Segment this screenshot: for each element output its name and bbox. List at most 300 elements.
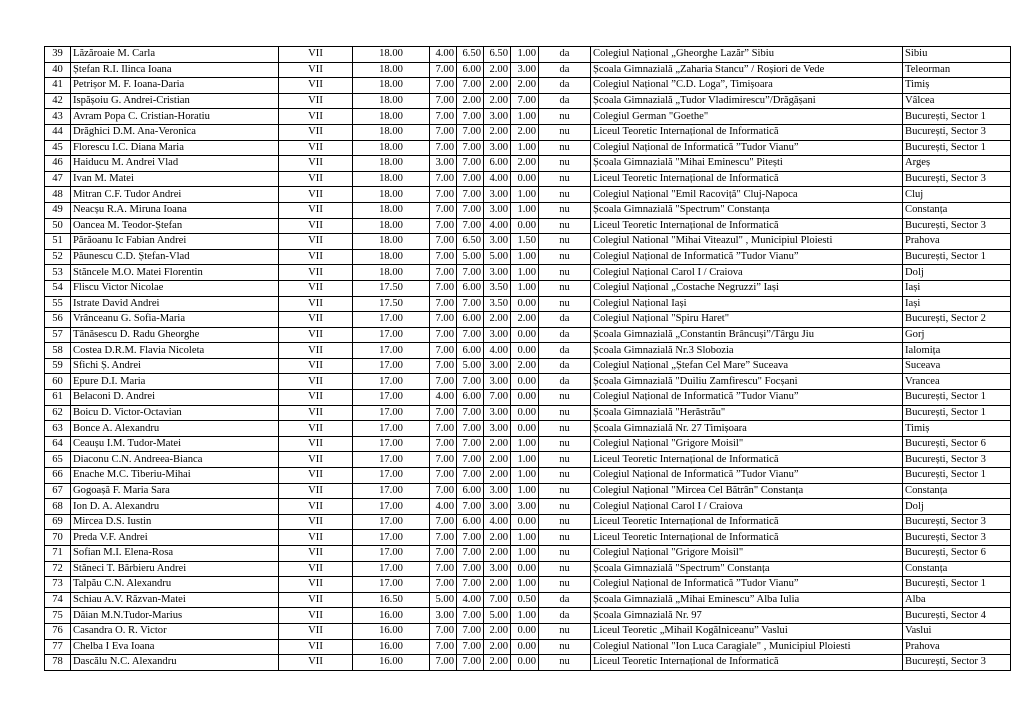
table-row — [45, 327, 1011, 343]
score-problem-2-cell: 6.00 — [457, 280, 484, 296]
county-name-cell: Constanța — [903, 483, 1011, 499]
county-name-cell: Vrancea — [903, 374, 1011, 390]
row-number-cell: 55 — [45, 296, 71, 312]
score-problem-3-cell: 2.00 — [484, 546, 511, 562]
total-score-cell: 16.00 — [353, 608, 430, 624]
row-number-cell: 64 — [45, 436, 71, 452]
score-problem-1-cell: 7.00 — [430, 140, 457, 156]
row-number-cell: 62 — [45, 405, 71, 421]
qualified-flag-cell: nu — [539, 405, 591, 421]
score-problem-4-cell: 0.00 — [511, 514, 539, 530]
score-problem-1-cell: 4.00 — [430, 47, 457, 63]
score-problem-1-cell: 7.00 — [430, 218, 457, 234]
score-problem-1-cell: 5.00 — [430, 592, 457, 608]
qualified-flag-cell: nu — [539, 546, 591, 562]
school-name-cell: Școala Gimnazială Nr. 27 Timișoara — [591, 421, 903, 437]
row-number-cell: 73 — [45, 577, 71, 593]
total-score-cell: 17.00 — [353, 421, 430, 437]
total-score-cell: 18.00 — [353, 93, 430, 109]
score-problem-4-cell: 0.00 — [511, 374, 539, 390]
county-name-cell: București, Sector 2 — [903, 312, 1011, 328]
total-score-cell: 17.00 — [353, 390, 430, 406]
score-problem-3-cell: 3.00 — [484, 483, 511, 499]
qualified-flag-cell: nu — [539, 234, 591, 250]
student-name-cell: Ispășoiu G. Andrei-Cristian — [71, 93, 279, 109]
score-problem-1-cell: 7.00 — [430, 124, 457, 140]
score-problem-4-cell: 1.50 — [511, 234, 539, 250]
score-problem-2-cell: 6.50 — [457, 47, 484, 63]
score-problem-4-cell: 0.50 — [511, 592, 539, 608]
student-name-cell: Vrânceanu G. Sofia-Maria — [71, 312, 279, 328]
table-row — [45, 156, 1011, 172]
class-level-cell: VII — [279, 280, 353, 296]
table-row — [45, 296, 1011, 312]
qualified-flag-cell: nu — [539, 187, 591, 203]
school-name-cell: Școala Gimnazială "Herăstrău" — [591, 405, 903, 421]
score-problem-4-cell: 3.00 — [511, 499, 539, 515]
total-score-cell: 17.00 — [353, 561, 430, 577]
score-problem-1-cell: 7.00 — [430, 327, 457, 343]
table-row — [45, 468, 1011, 484]
table-row — [45, 218, 1011, 234]
table-row — [45, 249, 1011, 265]
score-problem-2-cell: 6.00 — [457, 390, 484, 406]
school-name-cell: Liceul Teoretic Internațional de Informatică — [591, 171, 903, 187]
school-name-cell: Școala Gimnazială Nr.3 Slobozia — [591, 343, 903, 359]
student-name-cell: Gogoașă F. Maria Sara — [71, 483, 279, 499]
row-number-cell: 50 — [45, 218, 71, 234]
row-number-cell: 68 — [45, 499, 71, 515]
class-level-cell: VII — [279, 234, 353, 250]
score-problem-3-cell: 3.00 — [484, 421, 511, 437]
county-name-cell: Sibiu — [903, 47, 1011, 63]
total-score-cell: 17.00 — [353, 577, 430, 593]
qualified-flag-cell: nu — [539, 202, 591, 218]
row-number-cell: 54 — [45, 280, 71, 296]
school-name-cell: Colegiul Național de Informatică ”Tudor Vianu” — [591, 468, 903, 484]
student-name-cell: Neacșu R.A. Miruna Ioana — [71, 202, 279, 218]
score-problem-4-cell: 2.00 — [511, 124, 539, 140]
class-level-cell: VII — [279, 421, 353, 437]
county-name-cell: Argeș — [903, 156, 1011, 172]
row-number-cell: 52 — [45, 249, 71, 265]
score-problem-4-cell: 0.00 — [511, 218, 539, 234]
score-problem-3-cell: 3.00 — [484, 374, 511, 390]
score-problem-3-cell: 3.00 — [484, 327, 511, 343]
row-number-cell: 60 — [45, 374, 71, 390]
student-name-cell: Casandra O. R. Victor — [71, 623, 279, 639]
score-problem-4-cell: 1.00 — [511, 577, 539, 593]
qualified-flag-cell: nu — [539, 499, 591, 515]
school-name-cell: Colegiul Național Carol I / Craiova — [591, 499, 903, 515]
student-name-cell: Ivan M. Matei — [71, 171, 279, 187]
table-row — [45, 109, 1011, 125]
score-problem-4-cell: 0.00 — [511, 327, 539, 343]
school-name-cell: Liceul Teoretic Internațional de Informatică — [591, 124, 903, 140]
school-name-cell: Școala Gimnazială „Constantin Brâncuși”/Târgu Jiu — [591, 327, 903, 343]
total-score-cell: 17.00 — [353, 483, 430, 499]
score-problem-1-cell: 7.00 — [430, 62, 457, 78]
table-row — [45, 452, 1011, 468]
row-number-cell: 66 — [45, 468, 71, 484]
row-number-cell: 61 — [45, 390, 71, 406]
row-number-cell: 70 — [45, 530, 71, 546]
score-problem-3-cell: 3.00 — [484, 499, 511, 515]
student-name-cell: Diaconu C.N. Andreea-Bianca — [71, 452, 279, 468]
class-level-cell: VII — [279, 546, 353, 562]
score-problem-1-cell: 7.00 — [430, 343, 457, 359]
score-problem-1-cell: 7.00 — [430, 187, 457, 203]
score-problem-2-cell: 6.50 — [457, 234, 484, 250]
total-score-cell: 18.00 — [353, 265, 430, 281]
row-number-cell: 47 — [45, 171, 71, 187]
score-problem-2-cell: 7.00 — [457, 218, 484, 234]
qualified-flag-cell: nu — [539, 140, 591, 156]
student-name-cell: Oancea M. Teodor-Ștefan — [71, 218, 279, 234]
score-problem-1-cell: 7.00 — [430, 265, 457, 281]
qualified-flag-cell: nu — [539, 623, 591, 639]
score-problem-3-cell: 2.00 — [484, 78, 511, 94]
score-problem-1-cell: 7.00 — [430, 452, 457, 468]
school-name-cell: Colegiul Național Iași — [591, 296, 903, 312]
student-name-cell: Lăzăroaie M. Carla — [71, 47, 279, 63]
table-row — [45, 312, 1011, 328]
school-name-cell: Colegiul Național de Informatică ”Tudor Vianu” — [591, 390, 903, 406]
score-problem-2-cell: 7.00 — [457, 499, 484, 515]
score-problem-2-cell: 7.00 — [457, 608, 484, 624]
student-name-cell: Sfichi Ș. Andrei — [71, 358, 279, 374]
qualified-flag-cell: nu — [539, 421, 591, 437]
row-number-cell: 65 — [45, 452, 71, 468]
class-level-cell: VII — [279, 530, 353, 546]
score-problem-1-cell: 7.00 — [430, 249, 457, 265]
table-row — [45, 374, 1011, 390]
qualified-flag-cell: nu — [539, 280, 591, 296]
row-number-cell: 41 — [45, 78, 71, 94]
score-problem-3-cell: 3.00 — [484, 234, 511, 250]
total-score-cell: 16.00 — [353, 655, 430, 671]
student-name-cell: Boicu D. Victor-Octavian — [71, 405, 279, 421]
row-number-cell: 78 — [45, 655, 71, 671]
score-problem-2-cell: 7.00 — [457, 623, 484, 639]
class-level-cell: VII — [279, 171, 353, 187]
score-problem-3-cell: 2.00 — [484, 655, 511, 671]
qualified-flag-cell: nu — [539, 483, 591, 499]
score-problem-3-cell: 3.00 — [484, 187, 511, 203]
score-problem-4-cell: 2.00 — [511, 358, 539, 374]
class-level-cell: VII — [279, 623, 353, 639]
score-problem-1-cell: 7.00 — [430, 171, 457, 187]
table-row — [45, 421, 1011, 437]
table-row — [45, 436, 1011, 452]
student-name-cell: Istrate David Andrei — [71, 296, 279, 312]
student-name-cell: Stăneci T. Bărbieru Andrei — [71, 561, 279, 577]
table-row — [45, 561, 1011, 577]
qualified-flag-cell: nu — [539, 265, 591, 281]
student-name-cell: Chelba I Eva Ioana — [71, 639, 279, 655]
score-problem-2-cell: 5.00 — [457, 358, 484, 374]
class-level-cell: VII — [279, 499, 353, 515]
student-name-cell: Enache M.C. Tiberiu-Mihai — [71, 468, 279, 484]
total-score-cell: 18.00 — [353, 62, 430, 78]
score-problem-3-cell: 2.00 — [484, 468, 511, 484]
table-row — [45, 623, 1011, 639]
qualified-flag-cell: nu — [539, 218, 591, 234]
score-problem-2-cell: 6.00 — [457, 62, 484, 78]
class-level-cell: VII — [279, 468, 353, 484]
class-level-cell: VII — [279, 265, 353, 281]
qualified-flag-cell: nu — [539, 452, 591, 468]
row-number-cell: 45 — [45, 140, 71, 156]
county-name-cell: București, Sector 3 — [903, 514, 1011, 530]
class-level-cell: VII — [279, 218, 353, 234]
student-name-cell: Sofian M.I. Elena-Rosa — [71, 546, 279, 562]
class-level-cell: VII — [279, 93, 353, 109]
county-name-cell: București, Sector 1 — [903, 249, 1011, 265]
score-problem-3-cell: 2.00 — [484, 436, 511, 452]
table-row — [45, 608, 1011, 624]
row-number-cell: 48 — [45, 187, 71, 203]
total-score-cell: 17.00 — [353, 327, 430, 343]
student-name-cell: Ștefan R.I. Ilinca Ioana — [71, 62, 279, 78]
table-row — [45, 202, 1011, 218]
score-problem-3-cell: 7.00 — [484, 390, 511, 406]
row-number-cell: 43 — [45, 109, 71, 125]
school-name-cell: Colegiul Național „Ștefan Cel Mare” Suceava — [591, 358, 903, 374]
school-name-cell: Colegiul Național "Spiru Haret" — [591, 312, 903, 328]
class-level-cell: VII — [279, 452, 353, 468]
county-name-cell: Prahova — [903, 639, 1011, 655]
total-score-cell: 17.00 — [353, 312, 430, 328]
class-level-cell: VII — [279, 78, 353, 94]
qualified-flag-cell: da — [539, 62, 591, 78]
school-name-cell: Școala Gimnazială "Mihai Eminescu" Pitești — [591, 156, 903, 172]
student-name-cell: Fliscu Victor Nicolae — [71, 280, 279, 296]
score-problem-2-cell: 6.00 — [457, 483, 484, 499]
score-problem-1-cell: 3.00 — [430, 156, 457, 172]
table-row — [45, 639, 1011, 655]
county-name-cell: București, Sector 3 — [903, 655, 1011, 671]
class-level-cell: VII — [279, 436, 353, 452]
score-problem-1-cell: 7.00 — [430, 202, 457, 218]
qualified-flag-cell: da — [539, 312, 591, 328]
student-name-cell: Ceaușu I.M. Tudor-Matei — [71, 436, 279, 452]
school-name-cell: Colegiul Național "Emil Racoviță" Cluj-Napoca — [591, 187, 903, 203]
score-problem-1-cell: 7.00 — [430, 405, 457, 421]
score-problem-4-cell: 1.00 — [511, 530, 539, 546]
class-level-cell: VII — [279, 124, 353, 140]
score-problem-2-cell: 7.00 — [457, 405, 484, 421]
school-name-cell: Colegiul Național "Grigore Moisil" — [591, 436, 903, 452]
row-number-cell: 39 — [45, 47, 71, 63]
student-name-cell: Dascălu N.C. Alexandru — [71, 655, 279, 671]
table-row — [45, 234, 1011, 250]
county-name-cell: București, Sector 1 — [903, 390, 1011, 406]
score-problem-2-cell: 7.00 — [457, 561, 484, 577]
table-row — [45, 62, 1011, 78]
class-level-cell: VII — [279, 62, 353, 78]
score-problem-2-cell: 7.00 — [457, 546, 484, 562]
row-number-cell: 69 — [45, 514, 71, 530]
score-problem-1-cell: 7.00 — [430, 280, 457, 296]
score-problem-1-cell: 7.00 — [430, 546, 457, 562]
score-problem-1-cell: 7.00 — [430, 514, 457, 530]
score-problem-4-cell: 1.00 — [511, 452, 539, 468]
qualified-flag-cell: da — [539, 374, 591, 390]
score-problem-3-cell: 3.00 — [484, 202, 511, 218]
score-problem-2-cell: 7.00 — [457, 296, 484, 312]
class-level-cell: VII — [279, 655, 353, 671]
score-problem-2-cell: 6.00 — [457, 343, 484, 359]
qualified-flag-cell: nu — [539, 109, 591, 125]
total-score-cell: 18.00 — [353, 109, 430, 125]
score-problem-2-cell: 7.00 — [457, 171, 484, 187]
score-problem-3-cell: 7.00 — [484, 592, 511, 608]
qualified-flag-cell: da — [539, 327, 591, 343]
total-score-cell: 16.00 — [353, 623, 430, 639]
row-number-cell: 49 — [45, 202, 71, 218]
table-row — [45, 577, 1011, 593]
row-number-cell: 56 — [45, 312, 71, 328]
student-name-cell: Belaconi D. Andrei — [71, 390, 279, 406]
total-score-cell: 17.00 — [353, 514, 430, 530]
score-problem-4-cell: 0.00 — [511, 296, 539, 312]
score-problem-2-cell: 5.00 — [457, 249, 484, 265]
student-name-cell: Ion D. A. Alexandru — [71, 499, 279, 515]
class-level-cell: VII — [279, 187, 353, 203]
county-name-cell: București, Sector 4 — [903, 608, 1011, 624]
score-problem-1-cell: 7.00 — [430, 655, 457, 671]
score-problem-3-cell: 4.00 — [484, 514, 511, 530]
county-name-cell: Iași — [903, 280, 1011, 296]
score-problem-4-cell: 2.00 — [511, 312, 539, 328]
score-problem-2-cell: 7.00 — [457, 577, 484, 593]
score-problem-2-cell: 7.00 — [457, 421, 484, 437]
total-score-cell: 17.00 — [353, 530, 430, 546]
total-score-cell: 18.00 — [353, 78, 430, 94]
score-problem-2-cell: 7.00 — [457, 78, 484, 94]
score-problem-1-cell: 7.00 — [430, 358, 457, 374]
total-score-cell: 17.50 — [353, 296, 430, 312]
class-level-cell: VII — [279, 249, 353, 265]
county-name-cell: Vâlcea — [903, 93, 1011, 109]
school-name-cell: Școala Gimnazială "Duiliu Zamfirescu" Focșani — [591, 374, 903, 390]
class-level-cell: VII — [279, 358, 353, 374]
score-problem-3-cell: 3.50 — [484, 296, 511, 312]
score-problem-1-cell: 7.00 — [430, 312, 457, 328]
total-score-cell: 18.00 — [353, 140, 430, 156]
class-level-cell: VII — [279, 514, 353, 530]
score-problem-3-cell: 6.00 — [484, 156, 511, 172]
score-problem-3-cell: 2.00 — [484, 93, 511, 109]
score-problem-2-cell: 7.00 — [457, 436, 484, 452]
score-problem-4-cell: 7.00 — [511, 93, 539, 109]
qualified-flag-cell: nu — [539, 468, 591, 484]
table-row — [45, 93, 1011, 109]
qualified-flag-cell: nu — [539, 124, 591, 140]
class-level-cell: VII — [279, 312, 353, 328]
score-problem-4-cell: 0.00 — [511, 561, 539, 577]
score-problem-3-cell: 2.00 — [484, 577, 511, 593]
qualified-flag-cell: nu — [539, 436, 591, 452]
score-problem-3-cell: 2.00 — [484, 639, 511, 655]
school-name-cell: Liceul Teoretic Internațional de Informatică — [591, 514, 903, 530]
school-name-cell: Colegiul National "Mihai Viteazul" , Municipiul Ploiesti — [591, 234, 903, 250]
score-problem-3-cell: 5.00 — [484, 249, 511, 265]
total-score-cell: 18.00 — [353, 124, 430, 140]
county-name-cell: București, Sector 6 — [903, 546, 1011, 562]
score-problem-4-cell: 1.00 — [511, 47, 539, 63]
school-name-cell: Colegiul Național "Mircea Cel Bătrân" Constanța — [591, 483, 903, 499]
school-name-cell: Școala Gimnazială „Tudor Vladimirescu”/Drăgășani — [591, 93, 903, 109]
score-problem-4-cell: 1.00 — [511, 249, 539, 265]
score-problem-4-cell: 3.00 — [511, 62, 539, 78]
student-name-cell: Preda V.F. Andrei — [71, 530, 279, 546]
student-name-cell: Drăghici D.M. Ana-Veronica — [71, 124, 279, 140]
school-name-cell: Colegiul Național de Informatică ”Tudor Vianu” — [591, 249, 903, 265]
qualified-flag-cell: nu — [539, 639, 591, 655]
row-number-cell: 51 — [45, 234, 71, 250]
class-level-cell: VII — [279, 561, 353, 577]
qualified-flag-cell: nu — [539, 655, 591, 671]
county-name-cell: Constanța — [903, 561, 1011, 577]
score-problem-1-cell: 3.00 — [430, 608, 457, 624]
total-score-cell: 17.00 — [353, 343, 430, 359]
score-problem-4-cell: 1.00 — [511, 187, 539, 203]
score-problem-4-cell: 1.00 — [511, 265, 539, 281]
score-problem-3-cell: 3.00 — [484, 561, 511, 577]
student-name-cell: Mircea D.S. Iustin — [71, 514, 279, 530]
student-name-cell: Epure D.I. Maria — [71, 374, 279, 390]
class-level-cell: VII — [279, 405, 353, 421]
results-table — [44, 46, 1011, 671]
county-name-cell: București, Sector 3 — [903, 171, 1011, 187]
qualified-flag-cell: da — [539, 343, 591, 359]
score-problem-2-cell: 6.00 — [457, 312, 484, 328]
class-level-cell: VII — [279, 390, 353, 406]
total-score-cell: 18.00 — [353, 47, 430, 63]
school-name-cell: Școala Gimnazială „Zaharia Stancu” / Roșiori de Vede — [591, 62, 903, 78]
score-problem-4-cell: 0.00 — [511, 390, 539, 406]
score-problem-2-cell: 7.00 — [457, 530, 484, 546]
student-name-cell: Costea D.R.M. Flavia Nicoleta — [71, 343, 279, 359]
table-row — [45, 140, 1011, 156]
class-level-cell: VII — [279, 156, 353, 172]
score-problem-2-cell: 2.00 — [457, 93, 484, 109]
score-problem-4-cell: 0.00 — [511, 655, 539, 671]
score-problem-3-cell: 6.50 — [484, 47, 511, 63]
row-number-cell: 42 — [45, 93, 71, 109]
score-problem-2-cell: 7.00 — [457, 655, 484, 671]
student-name-cell: Bonce A. Alexandru — [71, 421, 279, 437]
school-name-cell: Colegiul Național ”C.D. Loga”, Timișoara — [591, 78, 903, 94]
qualified-flag-cell: nu — [539, 249, 591, 265]
score-problem-2-cell: 6.00 — [457, 514, 484, 530]
score-problem-3-cell: 4.00 — [484, 218, 511, 234]
table-row — [45, 405, 1011, 421]
total-score-cell: 18.00 — [353, 202, 430, 218]
score-problem-4-cell: 2.00 — [511, 78, 539, 94]
school-name-cell: Colegiul Național Carol I / Craiova — [591, 265, 903, 281]
school-name-cell: Colegiul Național „Costache Negruzzi” Iași — [591, 280, 903, 296]
qualified-flag-cell: da — [539, 608, 591, 624]
class-level-cell: VII — [279, 140, 353, 156]
total-score-cell: 17.50 — [353, 280, 430, 296]
total-score-cell: 16.00 — [353, 639, 430, 655]
student-name-cell: Păunescu C.D. Ștefan-Vlad — [71, 249, 279, 265]
score-problem-2-cell: 7.00 — [457, 468, 484, 484]
score-problem-3-cell: 2.00 — [484, 530, 511, 546]
